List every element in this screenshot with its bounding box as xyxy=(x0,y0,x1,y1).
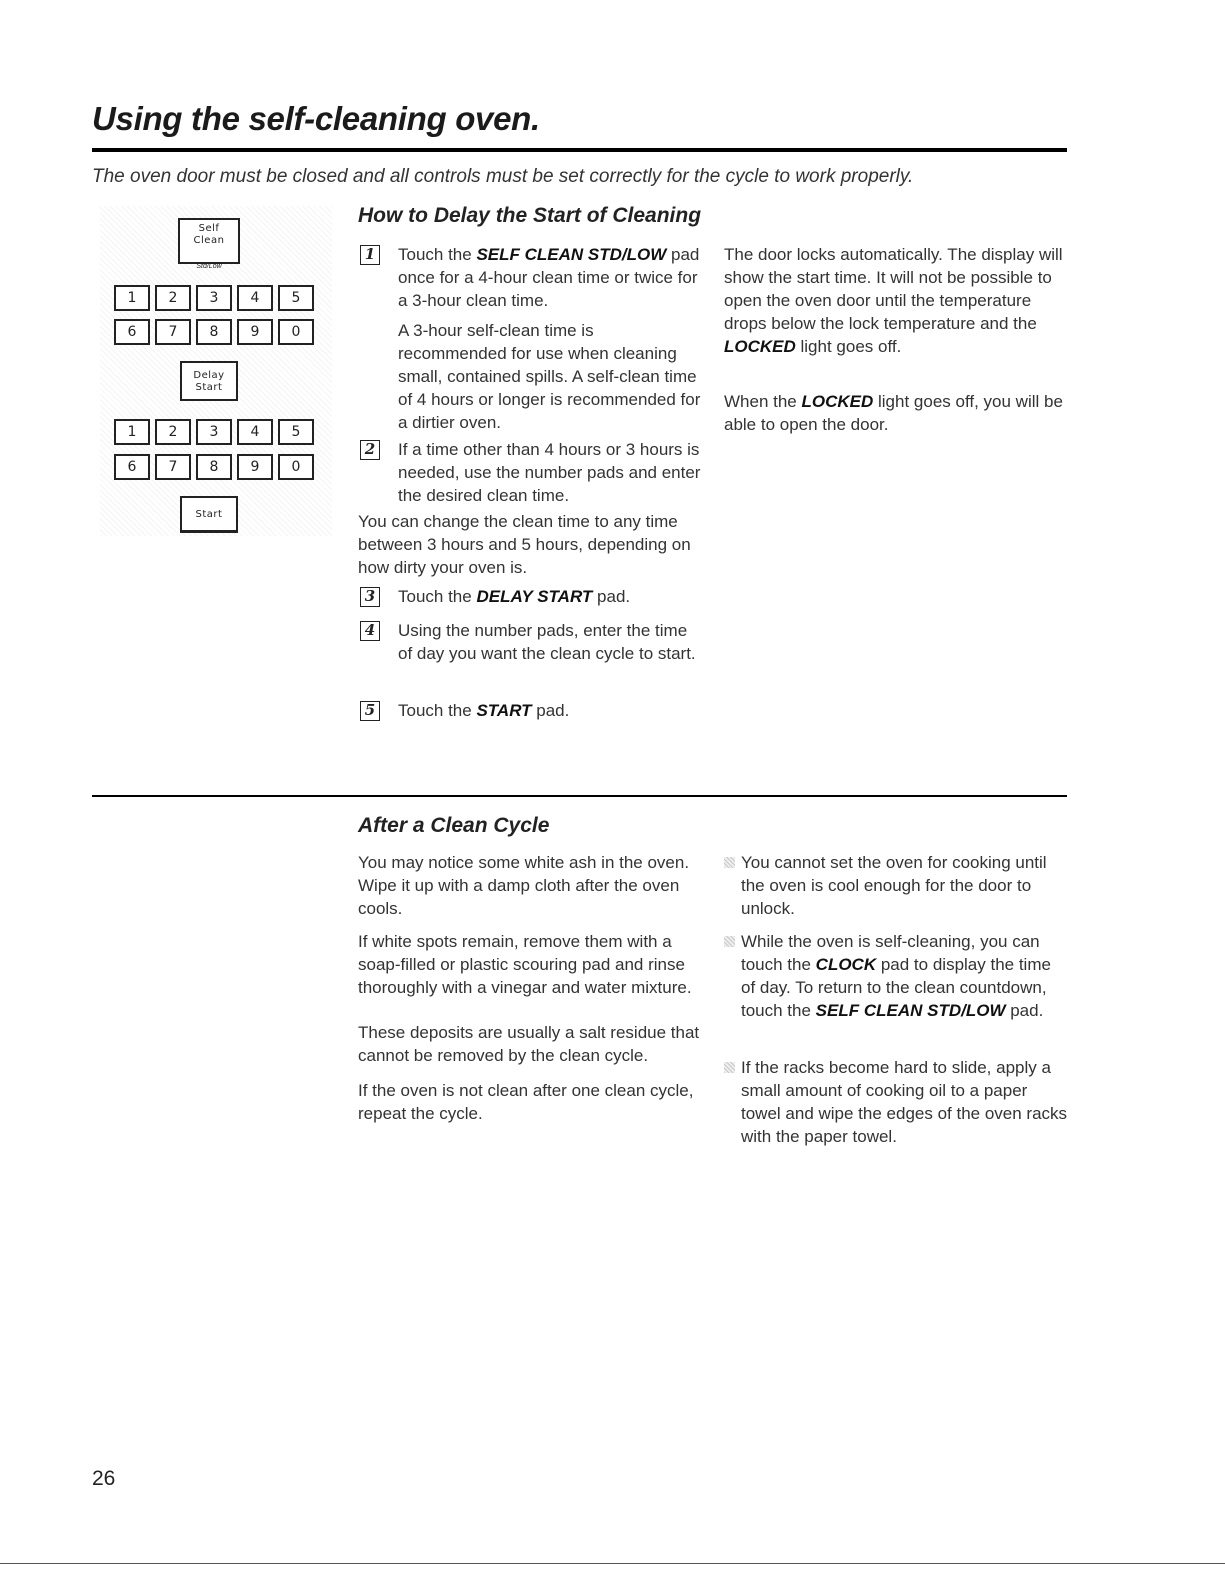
self-clean-pad xyxy=(178,218,240,264)
bullet-square-icon xyxy=(724,936,735,947)
step-1 xyxy=(358,243,703,434)
step-5-text xyxy=(398,699,703,722)
start-keyword: START xyxy=(476,701,532,720)
after-section-heading: After a Clean Cycle xyxy=(358,814,550,837)
bullet-2-mid: pad to display the time of day. To return to the clean countdown, touch the xyxy=(741,955,1051,1020)
step-5-pre: Touch the xyxy=(398,701,477,720)
title-rule xyxy=(92,148,1067,152)
key-3: 3 xyxy=(196,419,232,445)
door-lock-pre: The door locks automatically. The display will show the start time. It will not be possible to open the oven door until the temperature drops below the lock temperature and the xyxy=(724,245,1063,333)
door-lock-paragraph xyxy=(724,243,1064,358)
key-9: 9 xyxy=(237,454,273,480)
bullet-3-text: If the racks become hard to slide, apply a small amount of cooking oil to a paper towel and wipe the edges of the oven racks with the paper towel. xyxy=(741,1058,1068,1146)
start-pad xyxy=(180,496,238,532)
bottom-rule xyxy=(0,1563,1225,1564)
after-paragraph-2: If white spots remain, remove them with a soap-filled or plastic scouring pad and rinse thoroughly with a vinegar and water mixture. xyxy=(358,932,692,997)
delay-start-pad-line1: Delay xyxy=(193,370,225,381)
key-5: 5 xyxy=(278,285,314,311)
key-6: 6 xyxy=(114,319,150,345)
key-4: 4 xyxy=(237,285,273,311)
key-1: 1 xyxy=(114,419,150,445)
start-pad-line1: Start xyxy=(195,509,223,520)
step-number-badge: 3 xyxy=(360,587,380,607)
key-5: 5 xyxy=(278,419,314,445)
step-number-badge: 1 xyxy=(360,245,380,265)
key-9: 9 xyxy=(237,319,273,345)
step-2 xyxy=(358,438,703,507)
page-title: Using the self-cleaning oven. xyxy=(92,100,540,137)
locked-keyword: LOCKED xyxy=(801,392,874,411)
delay-start-pad xyxy=(180,361,238,401)
step-3-post: pad. xyxy=(592,587,631,606)
key-2: 2 xyxy=(155,285,191,311)
bullet-2-text xyxy=(741,930,1069,1022)
step-number-badge: 5 xyxy=(360,701,380,721)
self-clean-keyword: SELF CLEAN STD/LOW xyxy=(476,245,667,264)
step-3-text xyxy=(398,585,703,608)
page-subtitle: The oven door must be closed and all controls must be set correctly for the cycle to work properly. xyxy=(92,166,914,187)
bullet-square-icon xyxy=(724,1062,735,1073)
clean-time-change-note: You can change the clean time to any time between 3 hours and 5 hours, depending on how dirty your oven is. xyxy=(358,512,691,577)
self-clean-pad-sub: Std/Low xyxy=(196,263,222,270)
step-3-pre: Touch the xyxy=(398,587,477,606)
door-lock-post: light goes off. xyxy=(795,337,902,356)
clock-keyword: CLOCK xyxy=(815,955,877,974)
step-4-text: Using the number pads, enter the time of day you want the clean cycle to start. xyxy=(398,621,696,663)
page-number: 26 xyxy=(92,1467,116,1490)
key-4: 4 xyxy=(237,419,273,445)
key-7: 7 xyxy=(155,454,191,480)
bullet-item-3 xyxy=(724,1056,1069,1148)
key-3: 3 xyxy=(196,285,232,311)
after-paragraph-3: These deposits are usually a salt residue that cannot be removed by the clean cycle. xyxy=(358,1023,700,1065)
control-panel-illustration xyxy=(100,206,332,536)
step-4 xyxy=(358,619,703,665)
key-2: 2 xyxy=(155,419,191,445)
self-clean-pad-line2: Clean xyxy=(193,235,225,246)
key-0: 0 xyxy=(278,319,314,345)
step-1-text xyxy=(398,243,703,312)
bullet-2-pre: While the oven is self-cleaning, you can touch the xyxy=(741,932,1040,974)
key-6: 6 xyxy=(114,454,150,480)
bullet-square-icon xyxy=(724,857,735,868)
key-1: 1 xyxy=(114,285,150,311)
step-1-pre: Touch the xyxy=(398,245,477,264)
delay-start-pad-underline xyxy=(180,399,238,401)
after-paragraph-1: You may notice some white ash in the oven. Wipe it up with a damp cloth after the oven cools. xyxy=(358,853,690,918)
locked-light-pre: When the xyxy=(724,392,802,411)
locked-keyword: LOCKED xyxy=(724,337,796,356)
self-clean-keyword: SELF CLEAN STD/LOW xyxy=(815,1001,1006,1020)
key-0: 0 xyxy=(278,454,314,480)
step-1-post: pad once for a 4-hour clean time or twice for a 3-hour clean time. xyxy=(398,245,700,310)
delay-section-heading: How to Delay the Start of Cleaning xyxy=(358,204,702,227)
step-2-text: If a time other than 4 hours or 3 hours is needed, use the number pads and enter the desired clean time. xyxy=(398,440,701,505)
start-pad-underline xyxy=(180,531,238,533)
key-8: 8 xyxy=(196,454,232,480)
bullet-2-post: pad. xyxy=(1005,1001,1044,1020)
after-paragraph-4: If the oven is not clean after one clean cycle, repeat the cycle. xyxy=(358,1081,694,1123)
key-7: 7 xyxy=(155,319,191,345)
bullet-item-2 xyxy=(724,930,1069,1022)
key-8: 8 xyxy=(196,319,232,345)
step-number-badge: 4 xyxy=(360,621,380,641)
step-number-badge: 2 xyxy=(360,440,380,460)
delay-start-keyword: DELAY START xyxy=(476,587,593,606)
locked-light-paragraph xyxy=(724,390,1064,436)
delay-start-pad-line2: Start xyxy=(195,382,223,393)
bullet-1-text: You cannot set the oven for cooking until the oven is cool enough for the door to unlock. xyxy=(741,853,1047,918)
step-5-post: pad. xyxy=(531,701,570,720)
step-1-note: A 3-hour self-clean time is recommended for use when cleaning small, contained spills. A self-clean time of 4 hours or longer is recommended for a dirtier oven. xyxy=(398,321,701,432)
section-divider xyxy=(92,795,1067,797)
bullet-item-1 xyxy=(724,851,1069,920)
step-5 xyxy=(358,699,703,722)
self-clean-pad-line1: Self xyxy=(198,223,220,234)
locked-light-post: light goes off, you will be able to open the door. xyxy=(724,392,1063,434)
step-3 xyxy=(358,585,703,608)
